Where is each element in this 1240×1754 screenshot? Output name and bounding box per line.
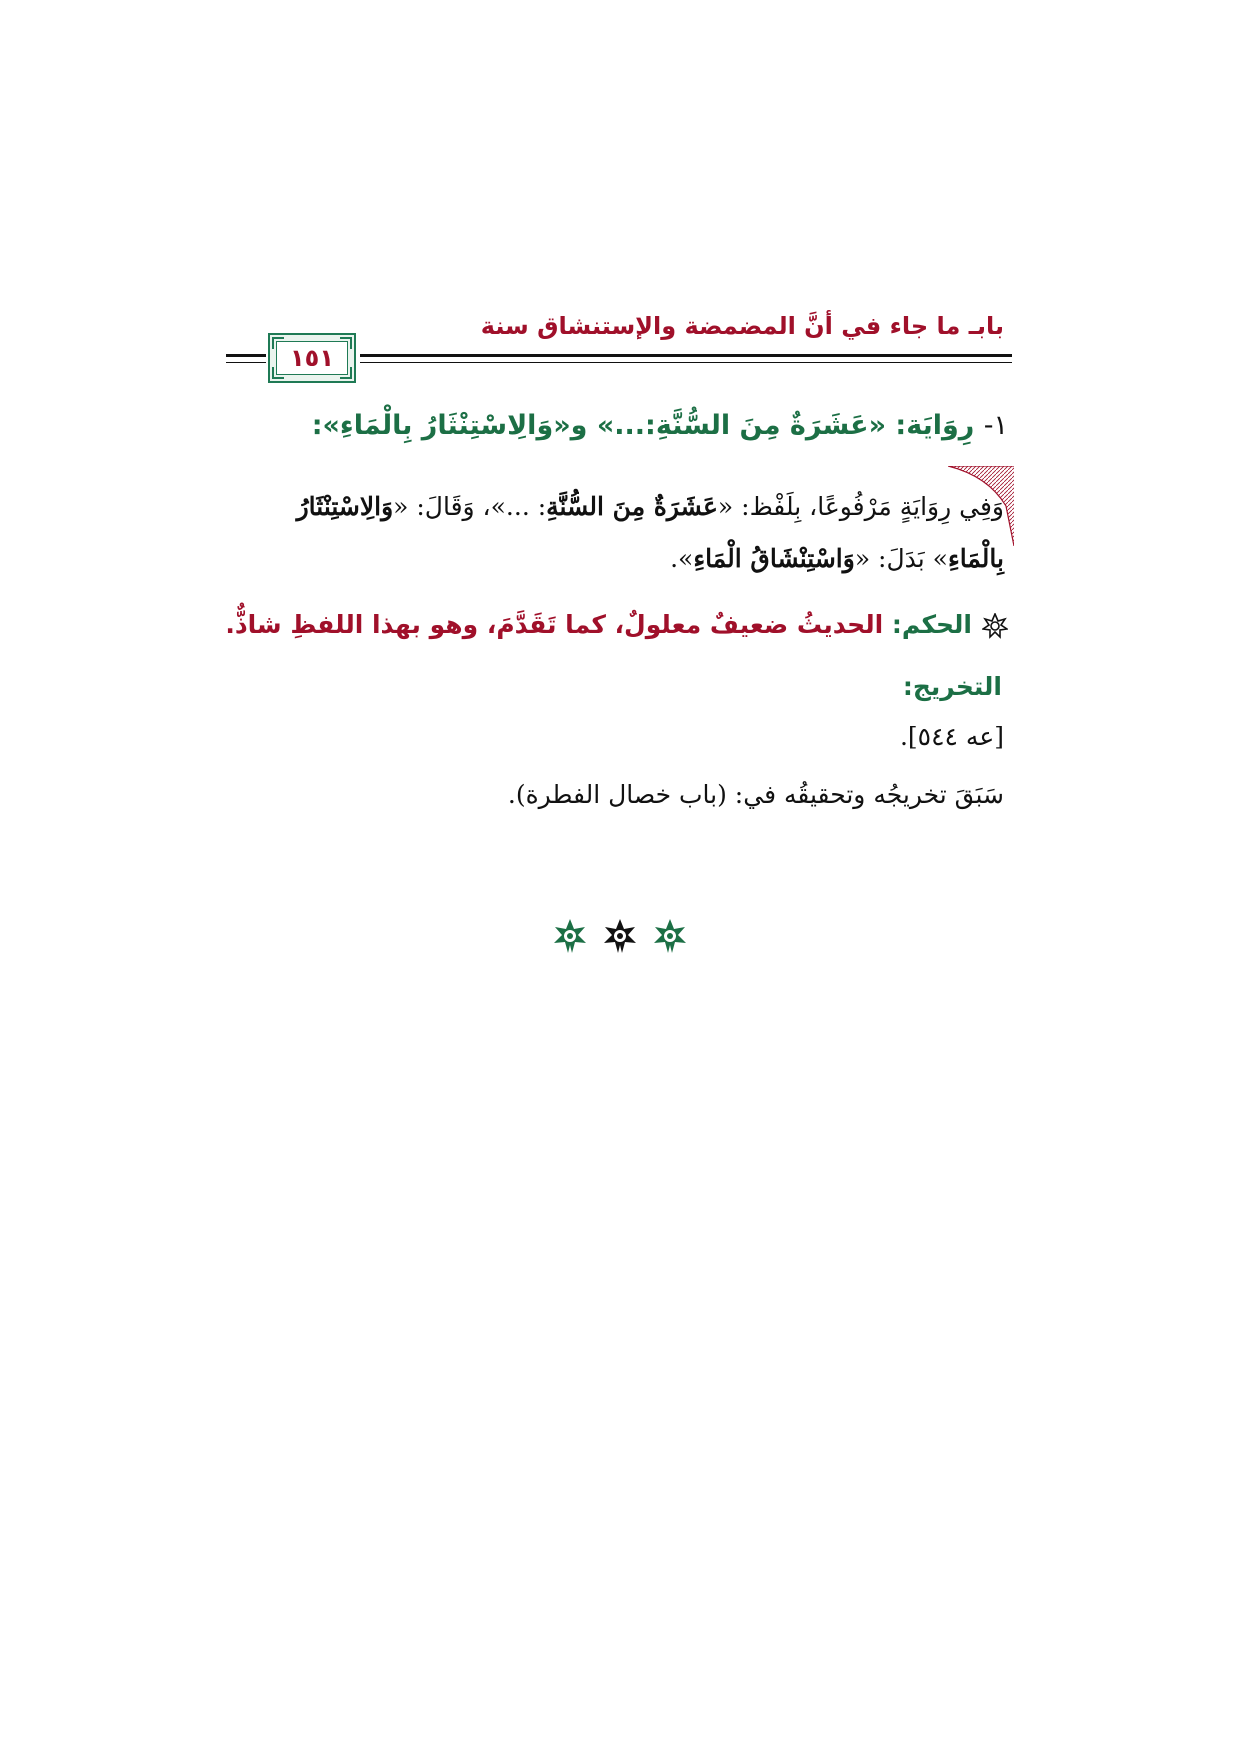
running-title: بابـ ما جاء في أنَّ المضمضة والإستنشاق سنة <box>480 312 1004 340</box>
section-end-ornaments <box>552 918 688 954</box>
paragraph-bold: بِالْمَاءِ <box>947 544 1004 573</box>
narration-text: رِوَايَة: «عَشَرَةٌ مِنَ السُّنَّةِ:...» و«وَالِاسْتِنْثَارُ بِالْمَاءِ»: <box>311 410 975 441</box>
narration-number: ١- <box>983 410 1008 441</box>
header-rule-right <box>360 354 1012 357</box>
narration-paragraph-line-2 <box>204 530 1004 588</box>
paragraph-text: » بَدَلَ: « <box>854 544 948 573</box>
paragraph-text: ». <box>670 544 694 573</box>
star-ornament-icon <box>552 918 588 954</box>
takhrij-note: سَبَقَ تخريجُه وتحقيقُه في: (باب خصال الفطرة). <box>507 780 1004 809</box>
paragraph-bold: وَاسْتِنْشَاقُ الْمَاءِ <box>693 544 855 573</box>
star-ornament-icon <box>602 918 638 954</box>
flower-icon <box>982 613 1008 639</box>
ruling-text: الحديثُ ضعيفٌ معلولٌ، كما تَقَدَّمَ، وهو بهذا اللفظِ شاذٌّ. <box>225 610 884 639</box>
takhrij-heading: التخريج: <box>902 672 1002 701</box>
header-rule-left <box>226 354 266 357</box>
ruling-line <box>148 610 1008 639</box>
page-number: ١٥١ <box>290 344 334 372</box>
header-rule-right-thin <box>360 362 1012 363</box>
paragraph-text: وَفِي رِوَايَةٍ مَرْفُوعًا، بِلَفْظ: « <box>717 492 1004 521</box>
paragraph-text: : ...»، وَقَالَ: « <box>393 492 547 521</box>
paragraph-bold: عَشَرَةٌ مِنَ السُّنَّةِ <box>546 492 718 521</box>
header-rule-left-thin <box>226 362 266 363</box>
takhrij-reference: [عه ٥٤٤]. <box>899 722 1004 751</box>
narration-paragraph-line-1 <box>204 478 1004 536</box>
paragraph-bold: وَالِاسْتِنْثَارُ <box>296 492 394 521</box>
narration-heading <box>228 410 1008 441</box>
page-number-badge <box>268 333 356 383</box>
star-ornament-icon <box>652 918 688 954</box>
ruling-label: الحكم: <box>891 610 972 639</box>
